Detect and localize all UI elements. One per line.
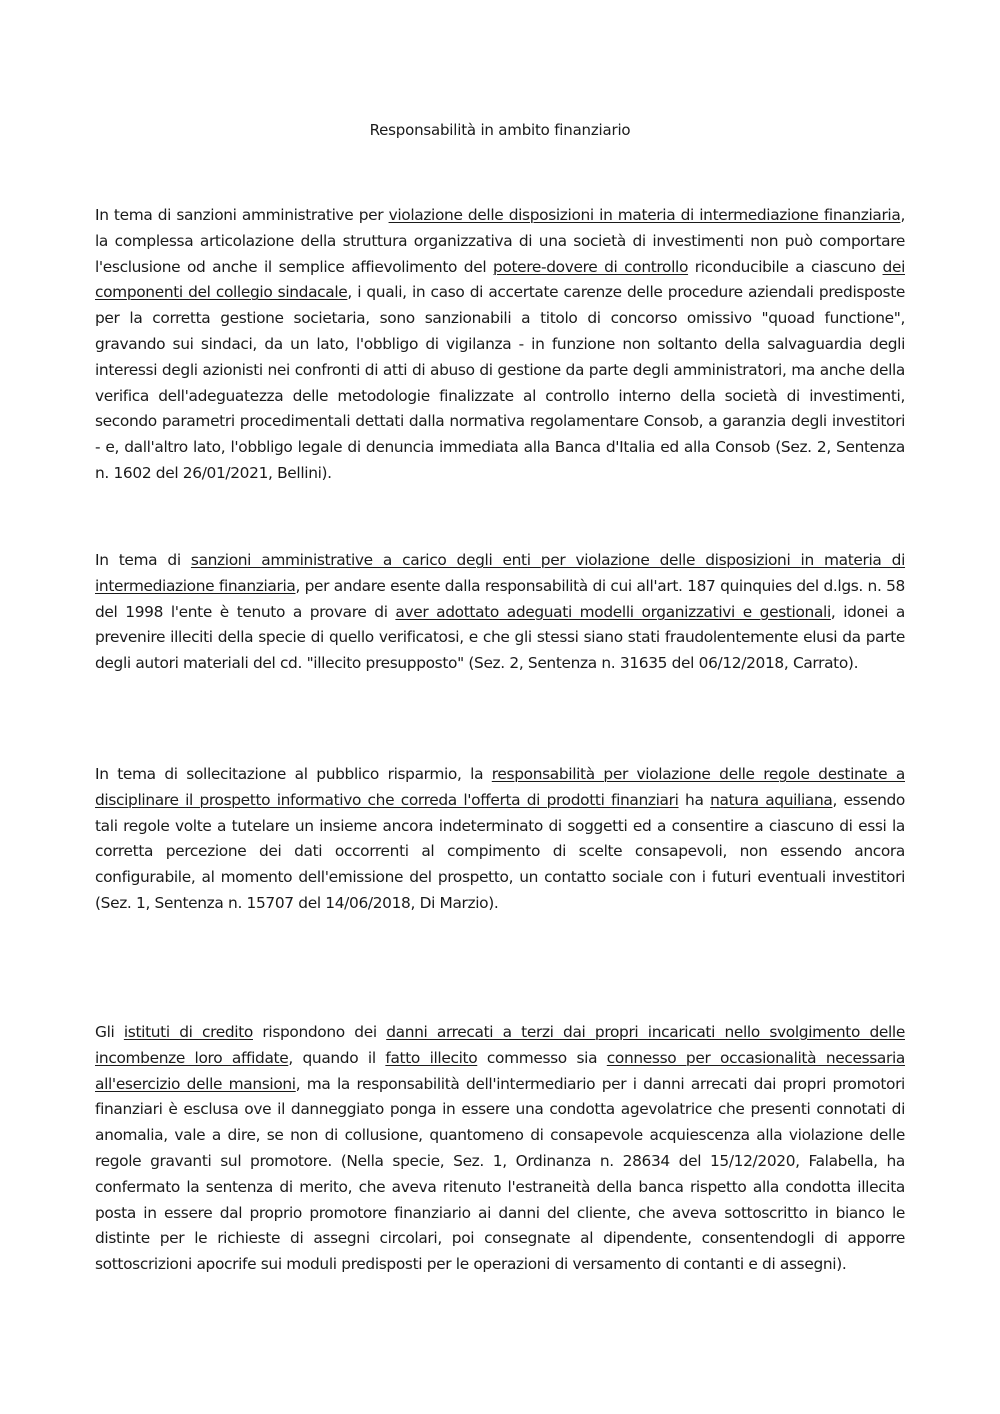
paragraph-1 [95,203,905,487]
underlined-phrase: fatto illecito [385,1048,478,1067]
text-segment: , essendo tali regole volte a tutelare un insieme ancora indeterminato di soggetti ed a consentire a ciascuno di essi la corretta percezione dei dati occorrenti al compimento di scelte consapevoli, non essendo ancora configurabile, al momento dell'emissione del prospetto, un contatto sociale con i futuri eventuali investitori (Sez. 1, Sentenza n. 15707 del 14/06/2018, Di Marzio). [95,790,905,912]
text-segment: , la complessa articolazione della struttura organizzativa di una società di investimenti non può comportare l'esclusione od anche il semplice affievolimento del [95,206,905,276]
text-segment: , ma la responsabilità dell'intermediario per i danni arrecati dai propri promotori finanziari è esclusa ove il danneggiato ponga in essere una condotta agevolatrice che presenti connotati di anomalia, vale a dire, se non di collusione, quantomeno di consapevole acquiescenza alla violazione delle regole gravanti sul promotore. (Nella specie, Sez. 1, Ordinanza n. 28634 del 15/12/2020, Falabella, ha confermato la sentenza di merito, che aveva ritenuto l'estraneità della banca rispetto alla condotta illecita posta in essere dal proprio promotore finanziario ai danni del cliente, che aveva sottoscritto in bianco le distinte per le richieste di assegni circolari, poi consegnate al dipendente, consentendogli di apporre sottoscrizioni apocrife sui moduli predisposti per le operazioni di versamento di contanti e di assegni). [95,1074,905,1274]
text-segment: In tema di [95,551,191,569]
underlined-phrase: danni arrecati a terzi dai propri incaricati nello svolgimento delle incombenze loro affidate [95,1023,905,1067]
paragraph-2 [95,548,905,677]
underlined-phrase: dei componenti del collegio sindacale [95,257,905,302]
underlined-phrase: potere-dovere di controllo [492,257,689,276]
paragraph-4 [95,1020,905,1278]
text-segment: ha [678,790,711,809]
underlined-phrase: sanzioni amministrative a carico degli enti per violazione delle disposizioni in materia di intermediazione finanziaria [95,551,906,595]
underlined-phrase: connesso per occasionalità necessaria all'esercizio delle mansioni [95,1048,905,1093]
paragraph-3 [95,762,905,917]
underlined-phrase: aver adottato adeguati modelli organizzativi e gestionali [395,602,831,621]
underlined-phrase: natura aquiliana [710,790,833,809]
text-segment: commesso sia [477,1048,607,1067]
underlined-phrase: violazione delle disposizioni in materia di intermediazione finanziaria [388,206,901,224]
document-title: Responsabilità in ambito finanziario [369,121,631,139]
underlined-phrase: istituti di credito [123,1023,253,1041]
text-segment: riconducibile a ciascuno [688,257,883,276]
underlined-phrase: responsabilità per violazione delle regole destinate a disciplinare il prospetto informativo che correda l'offerta di prodotti finanziari [95,765,905,809]
text-segment: Gli [95,1023,124,1041]
text-segment: , quando il [288,1048,386,1067]
text-segment: In tema di sollecitazione al pubblico risparmio, la [95,765,492,783]
text-segment: rispondono dei [252,1023,387,1041]
text-segment: In tema di sanzioni amministrative per [95,206,389,224]
text-segment: , i quali, in caso di accertate carenze delle procedure aziendali predisposte per la corretta gestione societaria, sono sanzionabili a titolo di concorso omissivo "quoad functione", gravando sui sindaci, da un lato, l'obbligo di vigilanza - in funzione non soltanto della salvaguardia degli interessi degli azionisti nei confronti di atti di abuso di gestione da parte degli amministratori, ma anche della verifica dell'adeguatezza delle metodologie finalizzate al controllo interno della società di investimenti, secondo parametri procedimentali dettati dalla normativa regolamentare Consob, a garanzia degli investitori - e, dall'altro lato, l'obbligo legale di denuncia immediata alla Banca d'Italia ed alla Consob (Sez. 2, Sentenza n. 1602 del 26/01/2021, Bellini). [95,283,906,482]
text-segment: , idonei a prevenire illeciti della specie di quello verificatosi, e che gli stessi siano stati fraudolentemente elusi da parte degli autori materiali del cd. "illecito presupposto" (Sez. 2, Sentenza n. 31635 del 06/12/2018, Carrato). [95,602,905,673]
text-segment: , per andare esente dalla responsabilità di cui all'art. 187 quinquies del d.lgs. n. 58 del 1998 l'ente è tenuto a provare di [95,576,905,621]
